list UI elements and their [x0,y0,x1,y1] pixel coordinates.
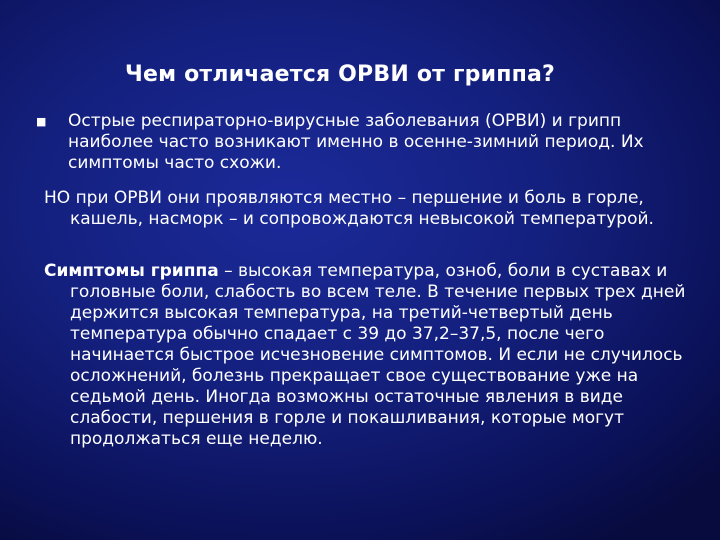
square-bullet-icon: ■ [36,115,47,128]
bullet-item [36,111,686,174]
flu-symptoms-paragraph [44,261,710,450]
flu-symptoms-lead: Симптомы гриппа [44,261,219,281]
bullet-text: Острые респираторно-вирусные заболевания (ОРВИ) и грипп наиболее часто возникают именно в осенне-зимний период. Их симптомы часто схожи. [68,111,644,173]
slide-title: Чем отличается ОРВИ от гриппа? [124,62,556,87]
orvi-symptoms-paragraph: НО при ОРВИ они проявляются местно – першение и боль в горле, кашель, насморк – и сопровождаются невысокой температурой. [44,188,654,229]
flu-symptoms-text: – высокая температура, озноб, боли в суставах и головные боли, слабость во всем теле. В течение первых трех дней держится высокая температура, на третий-четвертый день температура обычно спадает с 39 до 37,2–37,5, после чего начинается быстрое исчезновение симптомов. И если не случилось осложнений, болезнь прекращает свое существование уже на седьмой день. Иногда возможны остаточные явления в виде слабости, першения в горле и покашливания, которые могут продолжаться еще неделю. [70,261,686,449]
